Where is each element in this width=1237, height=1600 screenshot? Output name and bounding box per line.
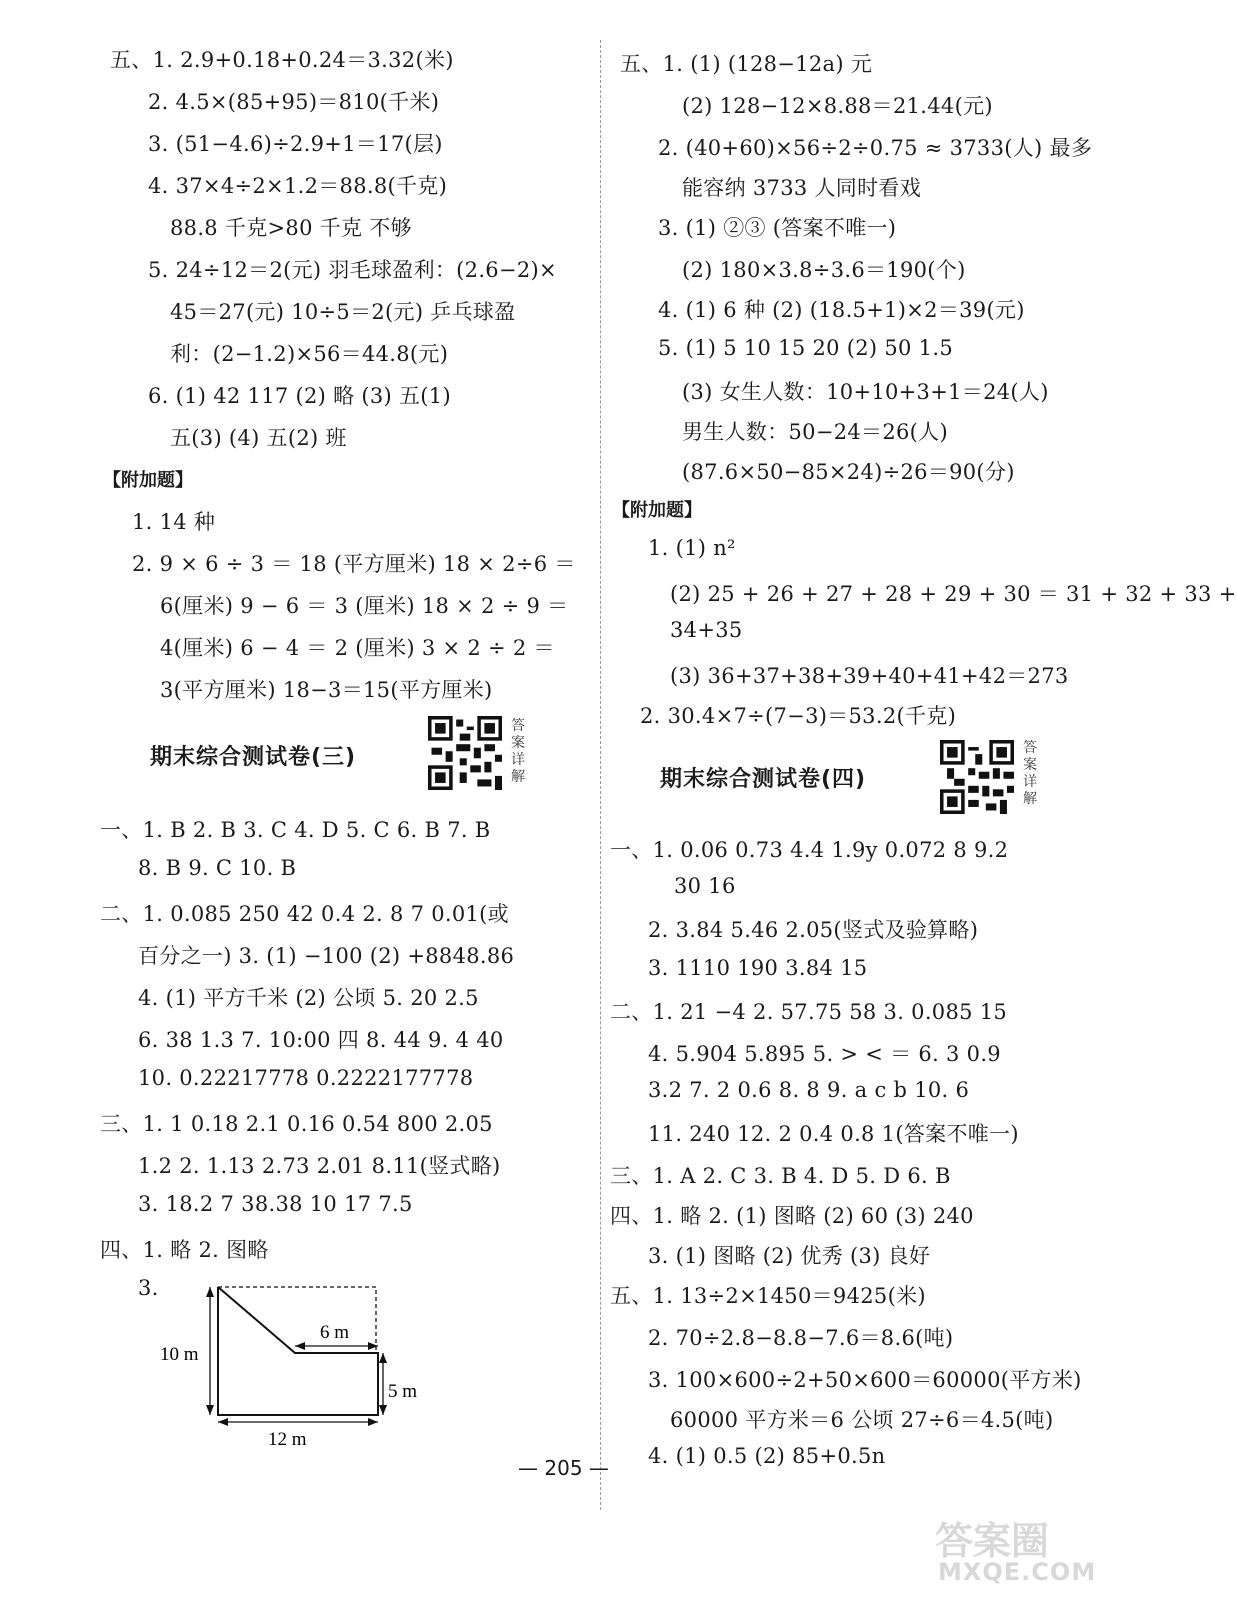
answer-line: (3) 女生人数：10+10+3+1＝24(人) — [682, 380, 1049, 404]
answer-line: 3. 18.2 7 38.38 10 17 7.5 — [138, 1192, 413, 1216]
answer-line: 能容纳 3733 人同时看戏 — [682, 176, 921, 200]
answer-line: 利：(2−1.2)×56＝44.8(元) — [170, 342, 449, 366]
answer-line: 二、1. 21 −4 2. 57.75 58 3. 0.085 15 — [610, 1000, 1008, 1024]
answer-line: 8. B 9. C 10. B — [138, 856, 297, 880]
answer-line: 45＝27(元) 10÷5＝2(元) 乒乓球盈 — [170, 300, 516, 324]
answer-line: 3. 1110 190 3.84 15 — [648, 956, 868, 980]
answer-line: 男生人数：50−24＝26(人) — [682, 420, 948, 444]
figure-label: 5 m — [388, 1381, 418, 1402]
answer-line: 3(平方厘米) 18−3＝15(平方厘米) — [160, 678, 493, 702]
answer-line: 2. 30.4×7÷(7−3)＝53.2(千克) — [640, 704, 957, 728]
answer-line: 34+35 — [670, 618, 743, 642]
qr-label: 答案详解 — [1023, 740, 1037, 807]
answer-line: 11. 240 12. 2 0.4 0.8 1(答案不唯一) — [648, 1122, 1019, 1146]
answer-line: 6. 38 1.3 7. 10:00 四 8. 44 9. 4 40 — [138, 1028, 504, 1052]
answer-line: 五、1. 13÷2×1450＝9425(米) — [610, 1284, 926, 1308]
answer-line: 2. (40+60)×56÷2÷0.75 ≈ 3733(人) 最多 — [658, 136, 1093, 160]
geometry-figure — [150, 1275, 418, 1460]
qr-label: 答案详解 — [511, 718, 525, 785]
answer-line: 6. (1) 42 117 (2) 略 (3) 五(1) — [148, 384, 451, 408]
answer-line: (2) 180×3.8÷3.6＝190(个) — [682, 258, 966, 282]
figure-label: 12 m — [268, 1429, 307, 1450]
bonus-heading: 【附加题】 — [612, 500, 702, 521]
answer-line: 3. — [138, 1276, 159, 1300]
answer-line: 一、1. 0.06 0.73 4.4 1.9y 0.072 8 9.2 — [610, 838, 1009, 862]
answer-line: 3. (51−4.6)÷2.9+1＝17(层) — [148, 132, 443, 156]
answer-line: (3) 36+37+38+39+40+41+42＝273 — [670, 664, 1069, 688]
answer-line: 60000 平方米＝6 公顷 27÷6＝4.5(吨) — [670, 1408, 1054, 1432]
answer-line: 1.2 2. 1.13 2.73 2.01 8.11(竖式略) — [138, 1154, 501, 1178]
qr-code-icon — [940, 740, 1014, 814]
answer-line: 四、1. 略 2. 图略 — [100, 1238, 269, 1262]
answer-line: 2. 9 × 6 ÷ 3 ＝ 18 (平方厘米) 18 × 2÷6 ＝ — [132, 552, 576, 576]
answer-line: 4. (1) 6 种 (2) (18.5+1)×2＝39(元) — [658, 298, 1025, 322]
answer-line: 4. 37×4÷2×1.2＝88.8(千克) — [148, 174, 448, 198]
answer-line: 3. (1) 图略 (2) 优秀 (3) 良好 — [648, 1244, 931, 1268]
answer-line: 五、1. 2.9+0.18+0.24＝3.32(米) — [110, 48, 454, 72]
answer-line: (87.6×50−85×24)÷26＝90(分) — [682, 460, 1015, 484]
answer-line: 5. (1) 5 10 15 20 (2) 50 1.5 — [658, 336, 953, 360]
answer-line: 三、1. A 2. C 3. B 4. D 5. D 6. B — [610, 1164, 951, 1188]
test-title: 期末综合测试卷(四) — [660, 767, 867, 792]
answer-line: 4. (1) 平方千米 (2) 公顷 5. 20 2.5 — [138, 986, 479, 1010]
bonus-heading: 【附加题】 — [103, 470, 193, 491]
column-divider — [600, 40, 601, 1510]
answer-line: 一、1. B 2. B 3. C 4. D 5. C 6. B 7. B — [100, 818, 491, 842]
answer-line: 6(厘米) 9 − 6 ＝ 3 (厘米) 18 × 2 ÷ 9 ＝ — [160, 594, 569, 618]
answer-line: 百分之一) 3. (1) −100 (2) +8848.86 — [138, 944, 515, 968]
answer-line: 五(3) (4) 五(2) 班 — [170, 426, 347, 450]
answer-line: 2. 3.84 5.46 2.05(竖式及验算略) — [648, 918, 979, 942]
answer-line: 4. 5.904 5.895 5. > < ＝ 6. 3 0.9 — [648, 1042, 1001, 1066]
figure-label: 10 m — [160, 1344, 199, 1365]
answer-line: 1. 14 种 — [132, 510, 216, 534]
answer-line: 1. (1) n² — [648, 536, 736, 560]
answer-line: 88.8 千克>80 千克 不够 — [170, 216, 412, 240]
answer-line: 4. (1) 0.5 (2) 85+0.5n — [648, 1444, 886, 1468]
answer-line: 2. 70÷2.8−8.8−7.6＝8.6(吨) — [648, 1326, 954, 1350]
answer-line: 五、1. (1) (128−12a) 元 — [620, 52, 873, 76]
answer-line: 三、1. 1 0.18 2.1 0.16 0.54 800 2.05 — [100, 1112, 493, 1136]
test-title: 期末综合测试卷(三) — [150, 745, 357, 770]
qr-code-icon — [428, 716, 502, 790]
watermark-url: MXQE.COM — [938, 1558, 1097, 1586]
answer-line: 10. 0.22217778 0.2222177778 — [138, 1066, 474, 1090]
answer-line: (2) 25 + 26 + 27 + 28 + 29 + 30 ＝ 31 + 32 + 33 + — [670, 582, 1237, 606]
watermark-logo: 答案圈 — [935, 1519, 1050, 1563]
answer-line: 5. 24÷12＝2(元) 羽毛球盈利：(2.6−2)× — [148, 258, 557, 282]
answer-line: 3. 100×600÷2+50×600＝60000(平方米) — [648, 1368, 1082, 1392]
answer-line: 30 16 — [674, 874, 736, 898]
answer-line: 4(厘米) 6 − 4 ＝ 2 (厘米) 3 × 2 ÷ 2 ＝ — [160, 636, 555, 660]
answer-line: 2. 4.5×(85+95)＝810(千米) — [148, 90, 440, 114]
answer-line: 二、1. 0.085 250 42 0.4 2. 8 7 0.01(或 — [100, 902, 509, 926]
answer-line: 四、1. 略 2. (1) 图略 (2) 60 (3) 240 — [610, 1204, 974, 1228]
figure-label: 6 m — [320, 1322, 350, 1343]
answer-line: 3. (1) ②③ (答案不唯一) — [658, 216, 897, 240]
answer-line: (2) 128−12×8.88＝21.44(元) — [682, 94, 993, 118]
answer-line: 3.2 7. 2 0.6 8. 8 9. a c b 10. 6 — [648, 1078, 970, 1102]
page-number: — 205 — — [518, 1456, 609, 1480]
